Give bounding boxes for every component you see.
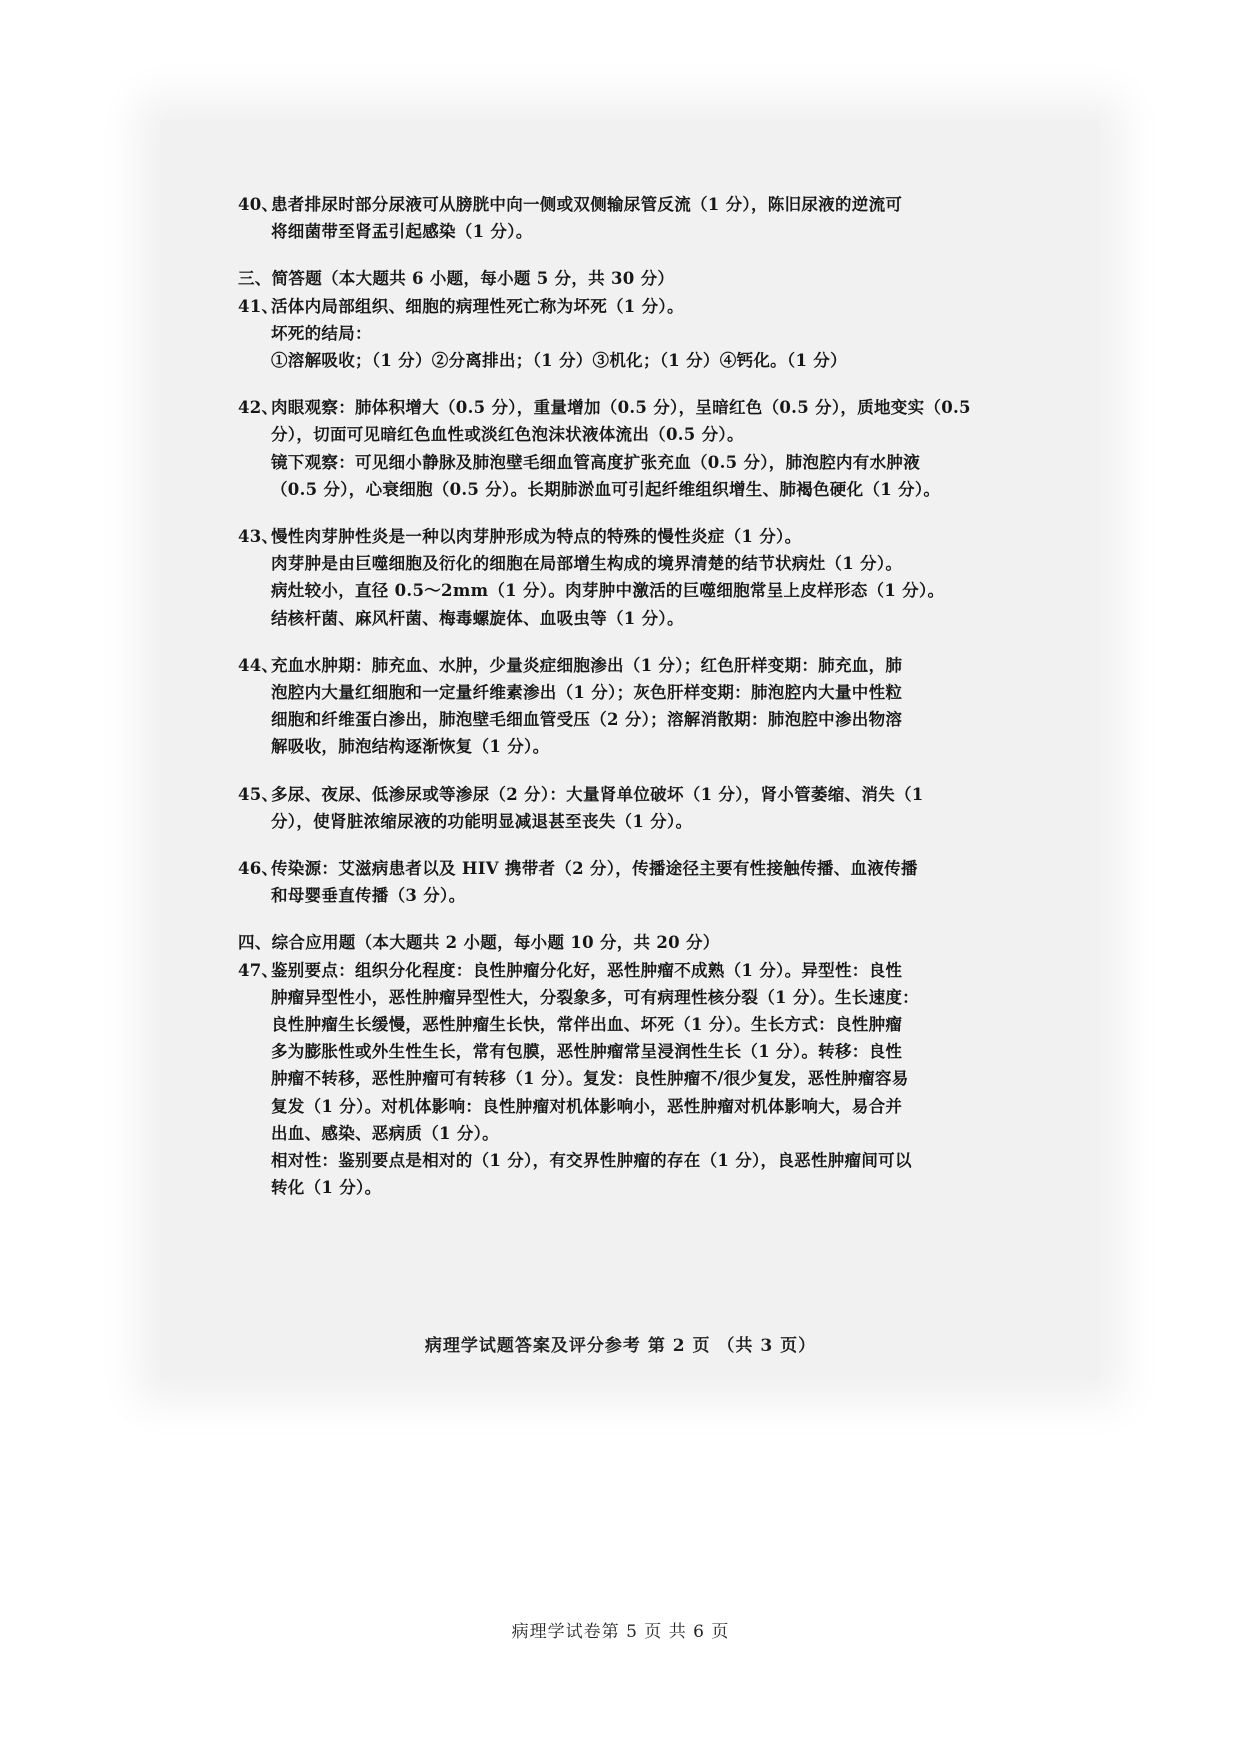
question-number: 44、 <box>238 655 279 675</box>
answer-text: 结核杆菌、麻风杆菌、梅毒螺旋体、血吸虫等（1 分）。 <box>271 608 684 628</box>
answer-text: （0.5 分），心衰细胞（0.5 分）。长期肺淤血可引起纤维组织增生、肺褐色硬化（1 分）。 <box>271 479 941 499</box>
section-heading-3: 三、简答题（本大题共 6 小题，每小题 5 分，共 30 分） <box>238 269 675 289</box>
question-number: 45、 <box>238 784 279 804</box>
section-heading-4: 四、综合应用题（本大题共 2 小题，每小题 10 分，共 20 分） <box>238 933 720 953</box>
answer-text: 将细菌带至肾盂引起感染（1 分）。 <box>271 222 533 242</box>
answer-text: ①溶解吸收；（1 分）②分离排出；（1 分）③机化；（1 分）④钙化。（1 分） <box>271 351 847 371</box>
answer-text: 转化（1 分）。 <box>271 1178 382 1198</box>
question-number: 46、 <box>238 859 279 879</box>
answer-text: 肿瘤不转移，恶性肿瘤可有转移（1 分）。复发：良性肿瘤不/很少复发，恶性肿瘤容易 <box>271 1069 909 1089</box>
answer-text: 患者排尿时部分尿液可从膀胱中向一侧或双侧输尿管反流（1 分），陈旧尿液的逆流可 <box>271 195 903 214</box>
answer-text: 泡腔内大量红细胞和一定量纤维素渗出（1 分）；灰色肝样变期：肺泡腔内大量中性粒 <box>271 683 903 703</box>
answer-text: 病灶较小，直径 0.5～2mm（1 分）。肉芽肿中激活的巨噬细胞常呈上皮样形态（1 分）。 <box>271 581 945 601</box>
answer-text: 良性肿瘤生长缓慢，恶性肿瘤生长快，常伴出血、坏死（1 分）。生长方式：良性肿瘤 <box>271 1015 903 1035</box>
answer-text: 和母婴垂直传播（3 分）。 <box>271 886 466 906</box>
answer-text: 坏死的结局： <box>271 323 372 343</box>
answer-text: 复发（1 分）。对机体影响：良性肿瘤对机体影响小，恶性肿瘤对机体影响大，易合并 <box>271 1096 903 1116</box>
answer-text: 相对性：鉴别要点是相对的（1 分），有交界性肿瘤的存在（1 分），良恶性肿瘤间可以 <box>271 1151 912 1171</box>
answer-46 <box>238 855 1008 909</box>
question-number: 43、 <box>238 527 279 547</box>
answer-42 <box>238 394 1008 503</box>
answer-text: 多尿、夜尿、低渗尿或等渗尿（2 分）：大量肾单位破坏（1 分），肾小管萎缩、消失（1 <box>271 784 924 804</box>
answer-content <box>238 191 1008 1222</box>
answer-text: 肿瘤异型性小，恶性肿瘤异型性大，分裂象多，可有病理性核分裂（1 分）。生长速度： <box>271 987 919 1007</box>
scanned-page-footer: 病理学试题答案及评分参考 第 2 页 （共 3 页） <box>424 1336 817 1356</box>
answer-text: 分），切面可见暗红色血性或淡红色泡沫状液体流出（0.5 分）。 <box>271 425 744 445</box>
question-number: 40、 <box>238 195 279 214</box>
answer-44 <box>238 652 1008 761</box>
answer-text: 细胞和纤维蛋白渗出，肺泡壁毛细血管受压（2 分）；溶解消散期：肺泡腔中渗出物溶 <box>271 710 903 730</box>
answer-text: 慢性肉芽肿性炎是一种以肉芽肿形成为特点的特殊的慢性炎症（1 分）。 <box>271 527 802 547</box>
answer-40 <box>238 191 1008 245</box>
answer-43 <box>238 523 1008 632</box>
page-footer: 病理学试卷第 5 页 共 6 页 <box>511 1622 730 1642</box>
answer-text: 肉眼观察：肺体积增大（0.5 分），重量增加（0.5 分），呈暗红色（0.5 分），质地变实（0.5 <box>271 398 971 418</box>
answer-text: 镜下观察：可见细小静脉及肺泡壁毛细血管高度扩张充血（0.5 分），肺泡腔内有水肿液 <box>271 452 920 472</box>
answer-text: 传染源：艾滋病患者以及 HIV 携带者（2 分），传播途径主要有性接触传播、血液传播 <box>271 859 918 879</box>
answer-text: 肉芽肿是由巨噬细胞及衍化的细胞在局部增生构成的境界清楚的结节状病灶（1 分）。 <box>271 554 903 574</box>
answer-text: 分），使肾脏浓缩尿液的功能明显减退甚至丧失（1 分）。 <box>271 811 693 831</box>
answer-45 <box>238 781 1008 835</box>
answer-text: 多为膨胀性或外生性生长，常有包膜，恶性肿瘤常呈浸润性生长（1 分）。转移：良性 <box>271 1042 903 1062</box>
answer-text: 充血水肿期：肺充血、水肿，少量炎症细胞渗出（1 分）；红色肝样变期：肺充血，肺 <box>271 655 903 675</box>
answer-text: 活体内局部组织、细胞的病理性死亡称为坏死（1 分）。 <box>271 296 684 316</box>
answer-text: 解吸收，肺泡结构逐渐恢复（1 分）。 <box>271 737 550 757</box>
answer-text: 出血、感染、恶病质（1 分）。 <box>271 1123 499 1143</box>
answer-text: 鉴别要点：组织分化程度：良性肿瘤分化好，恶性肿瘤不成熟（1 分）。异型性：良性 <box>271 960 903 980</box>
question-number: 47、 <box>238 960 279 980</box>
question-number: 41、 <box>238 296 279 316</box>
answer-47 <box>238 957 1008 1202</box>
question-number: 42、 <box>238 398 279 418</box>
answer-41 <box>238 293 1008 375</box>
